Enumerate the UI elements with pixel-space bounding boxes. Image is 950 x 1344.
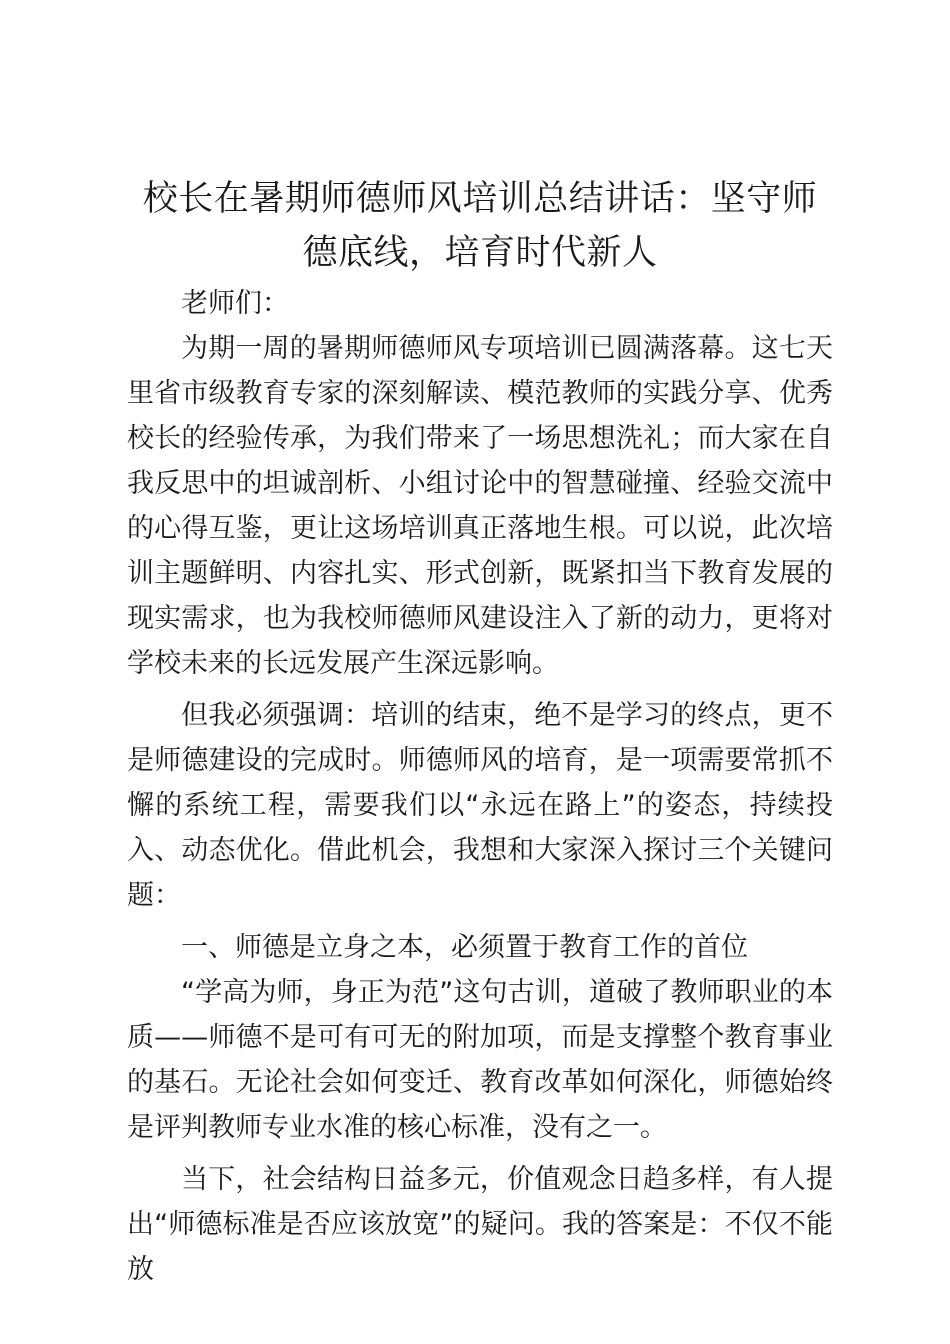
document-body (127, 172, 833, 1299)
paragraph-intro: 为期一周的暑期师德师风专项培训已圆满落幕。这七天里省市级教育专家的深刻解读、模范教师的实践分享、优秀校长的经验传承，为我们带来了一场思想洗礼；而大家在自我反思中的坦诚剖析、小组讨论中的智慧碰撞、经验交流中的心得互鉴，更让这场培训真正落地生根。可以说，此次培训主题鲜明、内容扎实、形式创新，既紧扣当下教育发展的现实需求，也为我校师德师风建设注入了新的动力，更将对学校未来的长远发展产生深远影响。 (127, 333, 833, 679)
paragraph-section-1: “学高为师，身正为范”这句古训，道破了教师职业的本质——师德不是可有可无的附加项，而是支撑整个教育事业的基石。无论社会如何变迁、教育改革如何深化，师德始终是评判教师专业水准的核心标准，没有之一。 (127, 977, 833, 1143)
paragraph-section-2: 当下，社会结构日益多元，价值观念日趋多样，有人提出“师德标准是否应该放宽”的疑问。我的答案是：不仅不能放 (127, 1164, 833, 1285)
paragraph-emphasis: 但我必须强调：培训的结束，绝不是学习的终点，更不是师德建设的完成时。师德师风的培育，是一项需要常抓不懈的系统工程，需要我们以“永远在路上”的姿态，持续投入、动态优化。借此机会，我想和大家深入探讨三个关键问题： (127, 700, 833, 911)
salutation: 老师们： (181, 288, 289, 319)
document-title: 校长在暑期师德师风培训总结讲话：坚守师德底线，培育时代新人 (142, 179, 818, 273)
section-heading: 一、师德是立身之本，必须置于教育工作的首位 (181, 932, 748, 963)
